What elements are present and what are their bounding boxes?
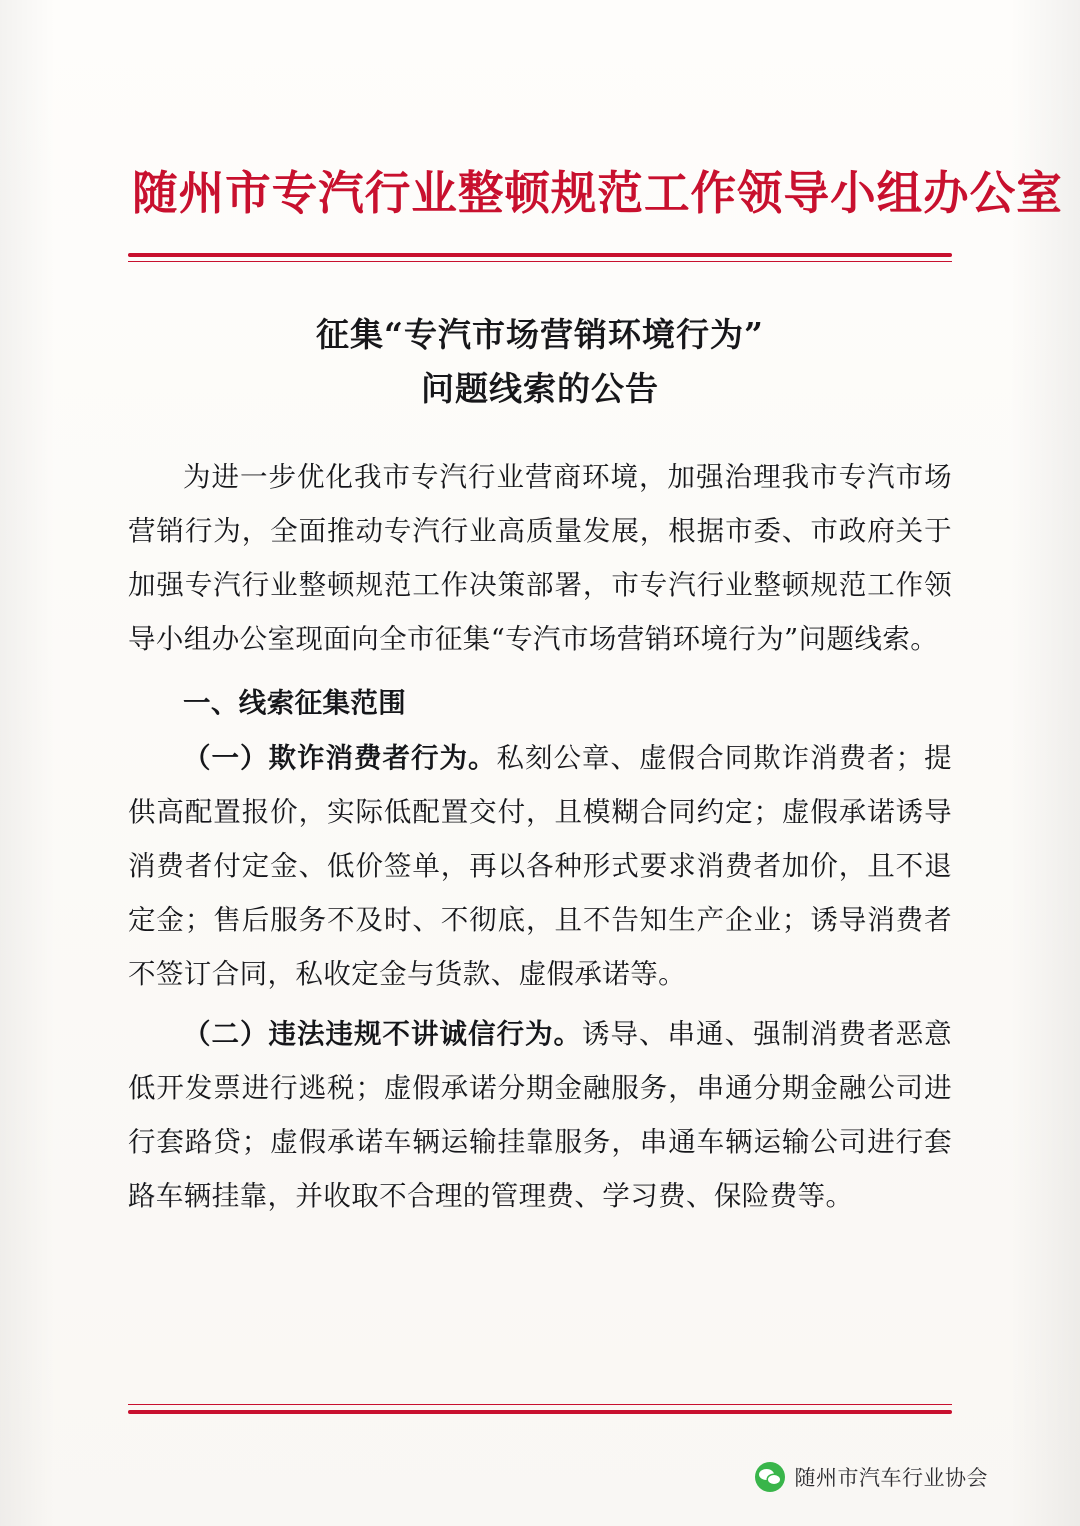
masthead bbox=[128, 0, 1063, 262]
paragraph-intro: 为进一步优化我市专汽行业营商环境，加强治理我市专汽市场营销行为，全面推动专汽行业高质量发展，根据市委、市政府关于加强专汽行业整顿规范工作决策部署，市专汽行业整顿规范工作领导小组办公室现面向全市征集“专汽市场营销环境行为”问题线索。 bbox=[128, 461, 952, 655]
list-item-2 bbox=[128, 1008, 952, 1224]
title-line-1: 征集“专汽市场营销环境行为” bbox=[316, 315, 764, 355]
rule-thick-bottom bbox=[128, 1410, 952, 1414]
list-item-2-lead: （二）违法违规不讲诚信行为。 bbox=[183, 1017, 583, 1050]
masthead-rules bbox=[128, 253, 952, 263]
list-item-1 bbox=[128, 732, 952, 1001]
title-line-2: 问题线索的公告 bbox=[421, 368, 659, 408]
section-heading-1: 一、线索征集范围 bbox=[183, 686, 407, 719]
footer-rules bbox=[128, 1404, 952, 1415]
page-title bbox=[128, 308, 952, 415]
document-body bbox=[128, 451, 952, 1223]
list-item-1-lead: （一）欺诈消费者行为。 bbox=[183, 742, 497, 775]
rule-thick-top bbox=[128, 253, 952, 257]
footer-badge bbox=[755, 1462, 989, 1492]
rule-thin-bottom bbox=[128, 1404, 952, 1406]
rule-thin-top bbox=[128, 261, 952, 263]
list-item-2-text: 诱导、串通、强制消费者恶意低开发票进行逃税；虚假承诺分期金融服务，串通分期金融公司进行套路贷；虚假承诺车辆运输挂靠服务，串通车辆运输公司进行套路车辆挂靠，并收取不合理的管理费、学习费、保险费等。 bbox=[128, 1017, 952, 1212]
footer-account-name: 随州市汽车行业协会 bbox=[794, 1466, 988, 1490]
list-item-1-text: 私刻公章、虚假合同欺诈消费者；提供高配置报价，实际低配置交付，且模糊合同约定；虚假承诺诱导消费者付定金、低价签单，再以各种形式要求消费者加价，且不退定金；售后服务不及时、不彻底，且不告知生产企业；诱导消费者不签订合同，私收定金与货款、虚假承诺等。 bbox=[128, 742, 952, 991]
issuing-organization: 随州市专汽行业整顿规范工作领导小组办公室 bbox=[132, 166, 1063, 220]
wechat-icon bbox=[755, 1462, 785, 1492]
